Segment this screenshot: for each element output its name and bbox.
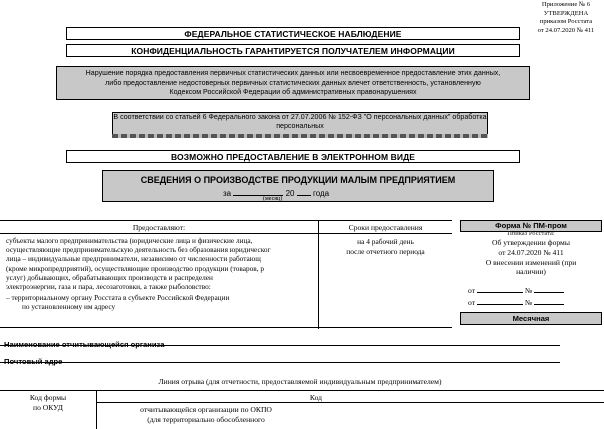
col2-line: на 4 рабочий день xyxy=(357,237,414,246)
col1-line: услуг) добывающих, обрабатывающих производств и распределен xyxy=(6,272,213,282)
col2-line: после отчетного периода xyxy=(346,247,425,256)
period-suffix: года xyxy=(312,189,330,198)
approval-line: от 24.07.2020 № 411 xyxy=(537,26,595,34)
changes-line: О внесении изменений (при xyxy=(485,257,577,267)
period-caption: (месяц) xyxy=(263,196,283,202)
form-title: СВЕДЕНИЯ О ПРОИЗВОДСТВЕ ПРОДУКЦИИ МАЛЫМ ПРЕДПРИЯТИЕМ xyxy=(140,175,456,185)
org-name-row xyxy=(0,334,560,349)
postal-label: Почтовый адре xyxy=(4,357,63,366)
personal-data-underline xyxy=(112,134,488,138)
period-year-blank[interactable] xyxy=(297,187,311,196)
period-prefix: за xyxy=(223,189,232,198)
violation-line: либо предоставление недостоверных первичных статистических данных влечет ответственность, установленную xyxy=(105,78,481,87)
form-number-cut: Приказ Росстата: xyxy=(507,230,555,235)
number-label: № xyxy=(524,298,533,307)
okpo-cell xyxy=(96,405,316,425)
electronic-banner: ВОЗМОЖНО ПРЕДОСТАВЛЕНИЕ В ЭЛЕКТРОННОМ ВИДЕ xyxy=(66,150,520,163)
col1-header: Предоставляют: xyxy=(132,223,186,232)
postal-row xyxy=(0,351,560,366)
col1-line: (кроме микропредприятий), осуществляющие производство продукции (товаров, р xyxy=(6,263,265,273)
approval-line: приказом Росстата xyxy=(539,18,593,26)
approval-line: УТВЕРЖДЕНА xyxy=(543,9,589,17)
confidential-banner: КОНФИДЕНЦИАЛЬНОСТЬ ГАРАНТИРУЕТСЯ ПОЛУЧАТЕЛЕМ ИНФОРМАЦИИ xyxy=(66,44,520,57)
col1-line: осуществляющие предпринимательскую деятельность без образования юридическог xyxy=(6,245,271,255)
period-line xyxy=(223,187,403,198)
bottom-table xyxy=(0,390,604,428)
violation-notice xyxy=(56,66,530,100)
violation-line: Нарушение порядка предоставления первичных статистических данных или несвоевременное предоставление этих данных, xyxy=(85,69,501,77)
col1-bullet-text: территориальному органу Росстата в субъекте Российской Федерации xyxy=(11,293,230,303)
changes-row-1 xyxy=(468,285,598,295)
okud-line: по ОКУД xyxy=(33,403,63,412)
approve-line: от 24.07.2020 № 411 xyxy=(498,247,564,257)
col2-body xyxy=(319,237,452,257)
period-month-blank[interactable] xyxy=(233,187,283,196)
personal-data-line: персональных xyxy=(276,122,324,130)
from-label: от xyxy=(468,286,476,295)
org-name-label: Наименование отчитывающейся организа xyxy=(4,340,165,349)
approve-line: Об утверждении формы xyxy=(492,238,570,247)
form-title-box xyxy=(102,170,494,202)
col1-bullet: – территориальному органу Росстата в субъекте Российской Федерации xyxy=(6,293,230,303)
okud-line: Код формы xyxy=(29,393,67,402)
tear-line: Линия отрыва (для отчетности, предоставляемой индивидуальным предпринимателем) xyxy=(158,377,442,386)
changes-row-2 xyxy=(468,297,598,307)
changes-line: наличии) xyxy=(516,267,546,277)
okpo-line: (для территориально обособленного xyxy=(147,415,265,424)
violation-line: Кодексом Российской Федерации об административных правонарушениях xyxy=(169,88,417,96)
approval-block xyxy=(530,1,602,35)
col1-line: субъекты малого предпринимательства (юридические лица и физические лица, xyxy=(6,236,253,245)
okud-label xyxy=(0,393,96,413)
col1-bullet-continued: по установленному им адресу xyxy=(22,302,116,312)
bottom-header-divider xyxy=(96,402,604,403)
number-blank[interactable] xyxy=(534,285,564,293)
submission-table xyxy=(0,220,452,328)
form-number-label: Форма № ПМ-пром xyxy=(460,220,602,232)
number-label: № xyxy=(524,286,533,295)
date-blank[interactable] xyxy=(477,297,523,305)
date-blank[interactable] xyxy=(477,285,523,293)
from-label: от xyxy=(468,298,476,307)
personal-data-line: В соответствии со статьей 6 Федерального закона от 27.07.2006 № 152-ФЗ "О персональных данных" обработка xyxy=(113,113,487,121)
period-year-prefix: 20 xyxy=(285,189,295,198)
col1-body xyxy=(6,236,317,312)
header-title: ФЕДЕРАЛЬНОЕ СТАТИСТИЧЕСКОЕ НАБЛЮДЕНИЕ xyxy=(66,27,520,40)
code-header: Код xyxy=(309,393,323,402)
periodicity: Месячная xyxy=(460,312,602,325)
col1-line: лица – индивидуальные предприниматели, независимо от численности работающ xyxy=(6,254,261,264)
number-blank[interactable] xyxy=(534,297,564,305)
col2-header: Сроки предоставления xyxy=(348,223,423,232)
col1-line: электроэнергии, газа и пара, лесозаготовки, а также рыболовство: xyxy=(6,282,211,292)
form-approve xyxy=(460,238,602,277)
form-number-box xyxy=(460,220,602,328)
personal-data-notice xyxy=(112,112,488,134)
header-divider xyxy=(0,233,452,234)
approval-line: Приложение № 6 xyxy=(541,1,591,8)
okpo-line: отчитывающейся организации по ОКПО xyxy=(140,405,272,414)
